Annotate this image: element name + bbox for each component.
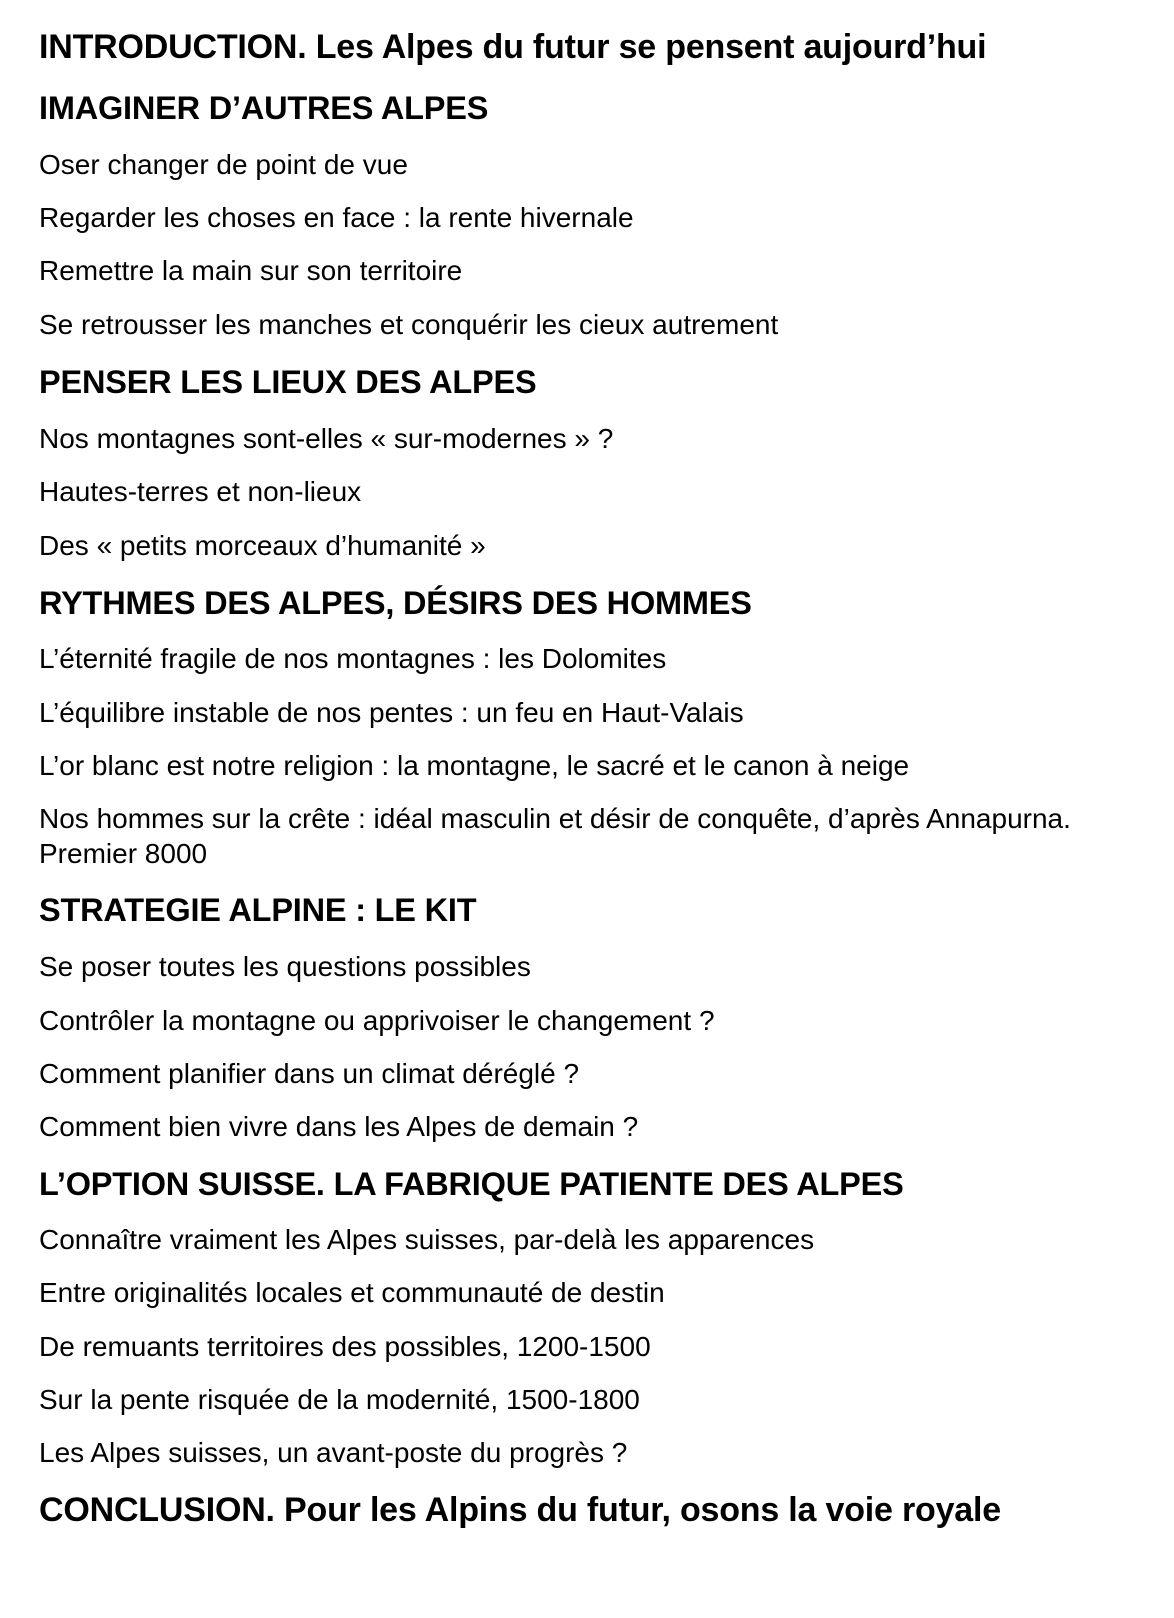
toc-item: Entre originalités locales et communauté de destin [39,1277,665,1308]
toc-part-title: PENSER LES LIEUX DES ALPES [39,364,537,400]
toc-item: L’équilibre instable de nos pentes : un feu en Haut-Valais [39,697,744,728]
toc-item: Contrôler la montagne ou apprivoiser le changement ? [39,1005,715,1036]
toc-item: Se retrousser les manches et conquérir les cieux autrement [39,309,779,340]
toc-introduction: INTRODUCTION. Les Alpes du futur se pensent aujourd’hui [39,28,987,66]
toc-item: Hautes-terres et non-lieux [39,476,362,507]
toc-part-title: IMAGINER D’AUTRES ALPES [39,90,489,126]
toc-item: Comment planifier dans un climat déréglé ? [39,1058,580,1089]
toc-item: Des « petits morceaux d’humanité » [39,530,486,561]
toc-item: Remettre la main sur son territoire [39,255,463,286]
toc-item: Oser changer de point de vue [39,149,408,180]
toc-item: Sur la pente risquée de la modernité, 1500-1800 [39,1384,640,1415]
toc-item: Les Alpes suisses, un avant-poste du progrès ? [39,1437,628,1468]
toc-item: Comment bien vivre dans les Alpes de demain ? [39,1111,639,1142]
toc-item: L’or blanc est notre religion : la montagne, le sacré et le canon à neige [39,750,910,781]
toc-part-title: STRATEGIE ALPINE : LE KIT [39,892,477,928]
toc-item: Connaître vraiment les Alpes suisses, par-delà les apparences [39,1224,815,1255]
toc-item: Regarder les choses en face : la rente hivernale [39,202,634,233]
toc-conclusion: CONCLUSION. Pour les Alpins du futur, osons la voie royale [39,1491,1001,1529]
toc-item: Nos montagnes sont-elles « sur-modernes » ? [39,423,614,454]
toc-item: Nos hommes sur la crête : idéal masculin et désir de conquête, d’après Annapurna. Premier 8000 [39,803,1071,869]
toc-part-title: L’OPTION SUISSE. LA FABRIQUE PATIENTE DES ALPES [39,1166,904,1202]
toc-part-title: RYTHMES DES ALPES, DÉSIRS DES HOMMES [39,585,752,621]
toc-item: L’éternité fragile de nos montagnes : les Dolomites [39,643,667,674]
toc-item: De remuants territoires des possibles, 1200-1500 [39,1331,651,1362]
toc-item: Se poser toutes les questions possibles [39,951,531,982]
